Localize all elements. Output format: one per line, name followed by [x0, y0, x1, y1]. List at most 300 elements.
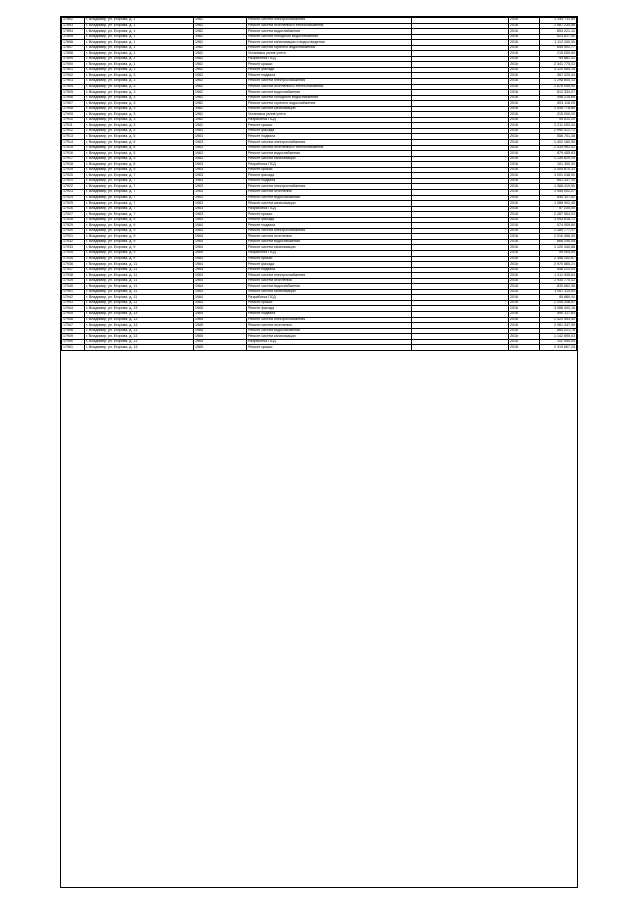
cell-amt: 1 298 600,13	[540, 79, 577, 85]
cell-addr: г. Владимир, ул. Егорова, д. 3	[85, 95, 194, 101]
cell-addr: г. Владимир, ул. Егорова, д. 1	[85, 18, 194, 24]
cell-yr2: 2016	[509, 128, 540, 134]
cell-addr: г. Владимир, ул. Егорова, д. 5	[85, 156, 194, 162]
cell-yr2: 2016	[509, 67, 540, 73]
cell-id: 17939	[62, 278, 85, 284]
cell-amt: 215 000,00	[540, 51, 577, 57]
cell-id: 17911	[62, 123, 85, 129]
cell-yr: 1963	[194, 128, 247, 134]
cell-work: Ремонт крыши	[247, 345, 412, 351]
cell-addr: г. Владимир, ул. Егорова, д. 1	[85, 62, 194, 68]
cell-yr: 1962	[194, 67, 247, 73]
cell-work: Ремонт систем отопления	[247, 278, 412, 284]
cell-amt: 99 881,31	[540, 56, 577, 62]
cell-id: 17933	[62, 245, 85, 251]
cell-id: 17901	[62, 67, 85, 73]
cell-work: Ремонт крыши	[247, 256, 412, 262]
cell-amt: 2 405 870,31	[540, 167, 577, 173]
cell-yr: 1962	[194, 73, 247, 79]
cell-yr2: 2016	[509, 51, 540, 57]
cell-work: Ремонт систем отопления	[247, 234, 412, 240]
cell-addr: г. Владимир, ул. Егорова, д. 3	[85, 112, 194, 118]
cell-work: Разработка ПСД	[247, 162, 412, 168]
cell-addr: г. Владимир, ул. Егорова, д. 1	[85, 29, 194, 35]
cell-yr2: 2016	[509, 151, 540, 157]
cell-addr: г. Владимир, ул. Егорова, д. 13	[85, 317, 194, 323]
cell-yr: 1963	[194, 167, 247, 173]
cell-yr: 1962	[194, 45, 247, 51]
cell-yr2: 2016	[509, 40, 540, 46]
document-page	[60, 16, 578, 888]
cell-id: 17929	[62, 223, 85, 229]
cell-yr2: 2016	[509, 317, 540, 323]
cell-yr: 1963	[194, 140, 247, 146]
cell-work: Разработка ПСД	[247, 117, 412, 123]
cell-amt: 3 044 618,72	[540, 217, 577, 223]
cell-yr2: 2016	[509, 295, 540, 301]
cell-work: Ремонт систем водоснабжения	[247, 195, 412, 201]
cell-addr: г. Владимир, ул. Егорова, д. 9	[85, 250, 194, 256]
cell-amt: 1 134 620,15	[540, 156, 577, 162]
cell-addr: г. Владимир, ул. Егорова, д. 11	[85, 262, 194, 268]
cell-yr2: 2016	[509, 345, 540, 351]
cell-amt: 1 112 340,00	[540, 40, 577, 46]
cell-addr: г. Владимир, ул. Егорова, д. 3	[85, 90, 194, 96]
cell-addr: г. Владимир, ул. Егорова, д. 7	[85, 206, 194, 212]
cell-id: 17949	[62, 334, 85, 340]
cell-addr: г. Владимир, ул. Егорова, д. 7	[85, 173, 194, 179]
cell-yr: 1965	[194, 306, 247, 312]
cell-yr: 1963	[194, 189, 247, 195]
cell-yr: 1963	[194, 184, 247, 190]
cell-work: Ремонт фасада	[247, 67, 412, 73]
cell-yr: 1964	[194, 217, 247, 223]
cell-addr: г. Владимир, ул. Егорова, д. 3	[85, 101, 194, 107]
cell-id: 17950	[62, 339, 85, 345]
cell-id: 17927	[62, 212, 85, 218]
cell-addr: г. Владимир, ул. Егорова, д. 9	[85, 239, 194, 245]
cell-addr: г. Владимир, ул. Егорова, д. 5	[85, 151, 194, 157]
cell-addr: г. Владимир, ул. Егорова, д. 3	[85, 123, 194, 129]
cell-id: 17948	[62, 328, 85, 334]
cell-yr: 1962	[194, 23, 247, 29]
cell-yr2: 2016	[509, 339, 540, 345]
cell-id: 17944	[62, 306, 85, 312]
cell-yr2: 2016	[509, 311, 540, 317]
cell-id: 17932	[62, 239, 85, 245]
cell-work: Ремонт систем электроснабжения	[247, 228, 412, 234]
cell-amt: 590 117,83	[540, 311, 577, 317]
cell-id: 17912	[62, 128, 85, 134]
cell-yr2: 2016	[509, 134, 540, 140]
cell-yr2: 2016	[509, 184, 540, 190]
cell-addr: г. Владимир, ул. Егорова, д. 5	[85, 162, 194, 168]
cell-work: Ремонт систем электроснабжения	[247, 140, 412, 146]
cell-work: Разработка ПСД	[247, 339, 412, 345]
cell-id: 17931	[62, 234, 85, 240]
cell-id: 17918	[62, 162, 85, 168]
cell-work: Ремонт подвала	[247, 223, 412, 229]
cell-id: 17895	[62, 34, 85, 40]
cell-yr: 1962	[194, 112, 247, 118]
cell-amt: 3 120 554,18	[540, 67, 577, 73]
cell-work: Ремонт систем канализации и водоотведения	[247, 40, 412, 46]
cell-id: 17899	[62, 56, 85, 62]
cell-addr: г. Владимир, ул. Егорова, д. 1	[85, 23, 194, 29]
cell-id: 17907	[62, 101, 85, 107]
cell-work: Ремонт систем водоснабжения	[247, 328, 412, 334]
cell-addr: г. Владимир, ул. Егорова, д. 3	[85, 106, 194, 112]
cell-amt: 601 337,14	[540, 178, 577, 184]
cell-yr: 1963	[194, 201, 247, 207]
cell-yr: 1962	[194, 40, 247, 46]
cell-work: Ремонт систем электроснабжения	[247, 317, 412, 323]
cell-amt: 866 240,05	[540, 239, 577, 245]
cell-amt: 574 909,60	[540, 223, 577, 229]
cell-id: 17892	[62, 18, 85, 24]
cell-addr: г. Владимир, ул. Егорова, д. 11	[85, 300, 194, 306]
cell-amt: 1 088 902,46	[540, 201, 577, 207]
cell-work: Ремонт фасада	[247, 262, 412, 268]
cell-id: 17922	[62, 184, 85, 190]
cell-work: Ремонт крыши	[247, 212, 412, 218]
cell-work: Ремонт систем электроснабжения	[247, 79, 412, 85]
cell-addr: г. Владимир, ул. Егорова, д. 5	[85, 140, 194, 146]
table-row	[62, 345, 577, 351]
cell-addr: г. Владимир, ул. Егорова, д. 1	[85, 51, 194, 57]
cell-yr2: 2016	[509, 217, 540, 223]
cell-amt: 94 512,20	[540, 117, 577, 123]
cell-id: 17937	[62, 267, 85, 273]
cell-amt: 2 970 885,21	[540, 262, 577, 268]
cell-amt: 556 701,38	[540, 134, 577, 140]
cell-yr: 1964	[194, 256, 247, 262]
cell-addr: г. Владимир, ул. Егорова, д. 7	[85, 184, 194, 190]
cell-yr: 1962	[194, 62, 247, 68]
cell-yr2: 2016	[509, 234, 540, 240]
cell-yr2: 2016	[509, 250, 540, 256]
cell-addr: г. Владимир, ул. Егорова, д. 13	[85, 339, 194, 345]
cell-yr2: 2016	[509, 212, 540, 218]
cell-work: Разработка ПСД	[247, 250, 412, 256]
cell-id: 17903	[62, 79, 85, 85]
cell-amt: 97 230,00	[540, 206, 577, 212]
cell-yr2: 2016	[509, 189, 540, 195]
cell-yr: 1963	[194, 206, 247, 212]
cell-yr: 1964	[194, 300, 247, 306]
cell-yr2: 2016	[509, 228, 540, 234]
cell-amt: 3 088 402,16	[540, 306, 577, 312]
cell-yr: 1964	[194, 250, 247, 256]
cell-yr: 1962	[194, 18, 247, 24]
cell-work: Установка узлов учета	[247, 112, 412, 118]
cell-amt: 884 021,76	[540, 328, 577, 334]
cell-yr2: 2016	[509, 79, 540, 85]
cell-yr2: 2016	[509, 334, 540, 340]
cell-yr: 1965	[194, 323, 247, 329]
cell-amt: 1 402 180,59	[540, 140, 577, 146]
cell-id: 17900	[62, 62, 85, 68]
cell-id: 17914	[62, 140, 85, 146]
cell-amt: 2 990 412,71	[540, 128, 577, 134]
cell-yr: 1965	[194, 334, 247, 340]
cell-id: 17943	[62, 300, 85, 306]
cell-yr2: 2016	[509, 306, 540, 312]
cell-addr: г. Владимир, ул. Егорова, д. 5	[85, 167, 194, 173]
cell-yr2: 2016	[509, 201, 540, 207]
cell-id: 17910	[62, 117, 85, 123]
cell-amt: 102 450,00	[540, 339, 577, 345]
cell-work: Ремонт систем отопления	[247, 189, 412, 195]
cell-yr: 1963	[194, 134, 247, 140]
cell-addr: г. Владимир, ул. Егорова, д. 3	[85, 79, 194, 85]
cell-work: Ремонт систем водоснабжения	[247, 90, 412, 96]
cell-id: 17923	[62, 189, 85, 195]
cell-yr: 1964	[194, 278, 247, 284]
cell-id: 17921	[62, 178, 85, 184]
cell-work: Ремонт фасада	[247, 306, 412, 312]
cell-amt: 101 300,00	[540, 162, 577, 168]
cell-amt: 1 422 553,40	[540, 317, 577, 323]
cell-work: Ремонт систем канализации	[247, 245, 412, 251]
cell-yr: 1963	[194, 178, 247, 184]
cell-addr: г. Владимир, ул. Егорова, д. 13	[85, 328, 194, 334]
cell-yr2: 2016	[509, 256, 540, 262]
cell-amt: 1 045 778,80	[540, 106, 577, 112]
cell-yr2: 2016	[509, 262, 540, 268]
cell-work: Разработка ПСД	[247, 295, 412, 301]
cell-yr2: 2016	[509, 167, 540, 173]
cell-yr: 1962	[194, 123, 247, 129]
cell-amt: 1 987 234,56	[540, 23, 577, 29]
cell-yr: 1965	[194, 328, 247, 334]
cell-amt: 1 345 711,89	[540, 18, 577, 24]
cell-work: Ремонт систем электроснабжения	[247, 273, 412, 279]
cell-work: Ремонт крыши	[247, 300, 412, 306]
cell-id: 17945	[62, 311, 85, 317]
cell-yr2: 2016	[509, 62, 540, 68]
cell-work: Ремонт систем канализации	[247, 201, 412, 207]
cell-work: Ремонт подвала	[247, 134, 412, 140]
cell-addr: г. Владимир, ул. Егорова, д. 5	[85, 145, 194, 151]
cell-id: 17946	[62, 317, 85, 323]
cell-id: 17906	[62, 95, 85, 101]
cell-yr2: 2016	[509, 23, 540, 29]
cell-work: Ремонт фасада	[247, 217, 412, 223]
cell-gap	[412, 345, 509, 351]
cell-amt: 1 389 777,17	[540, 228, 577, 234]
cell-work: Ремонт систем водоснабжения	[247, 239, 412, 245]
cell-amt: 498 215,66	[540, 95, 577, 101]
cell-yr: 1964	[194, 223, 247, 229]
cell-yr2: 2016	[509, 156, 540, 162]
cell-id: 17938	[62, 273, 85, 279]
cell-addr: г. Владимир, ул. Егорова, д. 9	[85, 223, 194, 229]
cell-work: Ремонт систем отопления	[247, 323, 412, 329]
cell-id: 17924	[62, 195, 85, 201]
cell-addr: г. Владимир, ул. Егорова, д. 7	[85, 178, 194, 184]
cell-amt: 95 880,00	[540, 295, 577, 301]
cell-addr: г. Владимир, ул. Егорова, д. 11	[85, 278, 194, 284]
cell-work: Ремонт систем водоснабжения	[247, 151, 412, 157]
cell-id: 17894	[62, 29, 85, 35]
cell-yr: 1962	[194, 101, 247, 107]
cell-addr: г. Владимир, ул. Егорова, д. 7	[85, 201, 194, 207]
cell-yr2: 2016	[509, 206, 540, 212]
cell-addr: г. Владимир, ул. Егорова, д. 3	[85, 117, 194, 123]
cell-addr: г. Владимир, ул. Егорова, д. 9	[85, 228, 194, 234]
cell-work: Ремонт систем горячего водоснабжения	[247, 101, 412, 107]
cell-work: Ремонт подвала	[247, 311, 412, 317]
cell-id: 17908	[62, 106, 85, 112]
cell-id: 17935	[62, 256, 85, 262]
cell-yr2: 2016	[509, 123, 540, 129]
cell-work: Установка узлов учета	[247, 51, 412, 57]
cell-work: Ремонт систем канализации	[247, 156, 412, 162]
cell-work: Ремонт подвала	[247, 178, 412, 184]
cell-addr: г. Владимир, ул. Егорова, д. 13	[85, 345, 194, 351]
cell-id: 17896	[62, 40, 85, 46]
cell-yr2: 2016	[509, 29, 540, 35]
cell-work: Ремонт систем электроснабжения	[247, 184, 412, 190]
cell-yr2: 2016	[509, 45, 540, 51]
cell-amt: 2 010 456,39	[540, 234, 577, 240]
cell-amt: 1 067 114,93	[540, 289, 577, 295]
cell-yr2: 2016	[509, 112, 540, 118]
cell-yr: 1962	[194, 90, 247, 96]
cell-id: 17934	[62, 250, 85, 256]
cell-yr2: 2016	[509, 34, 540, 40]
cell-yr: 1964	[194, 245, 247, 251]
cell-yr: 1964	[194, 262, 247, 268]
cell-id: 17947	[62, 323, 85, 329]
cell-id: 17928	[62, 217, 85, 223]
cell-id: 17942	[62, 295, 85, 301]
cell-amt: 603 118,25	[540, 101, 577, 107]
cell-yr2: 2016	[509, 278, 540, 284]
cell-id: 17904	[62, 84, 85, 90]
cell-yr2: 2016	[509, 140, 540, 146]
cell-id: 17930	[62, 228, 85, 234]
cell-yr2: 2016	[509, 117, 540, 123]
cell-amt: 1 142 890,03	[540, 334, 577, 340]
cell-addr: г. Владимир, ул. Егорова, д. 9	[85, 217, 194, 223]
cell-yr2: 2016	[509, 145, 540, 151]
cell-yr: 1964	[194, 267, 247, 273]
cell-yr: 1964	[194, 284, 247, 290]
cell-work: Ремонт систем отопления и теплоснабжения	[247, 84, 412, 90]
cell-amt: 1 366 419,50	[540, 184, 577, 190]
cell-amt: 645 902,77	[540, 45, 577, 51]
cell-yr: 1965	[194, 317, 247, 323]
cell-yr: 1964	[194, 234, 247, 240]
cell-amt: 1 955 002,27	[540, 189, 577, 195]
cell-amt: 3 001 248,90	[540, 173, 577, 179]
cell-yr2: 2016	[509, 267, 540, 273]
cell-id: 17936	[62, 262, 85, 268]
cell-work: Ремонт систем отопления и теплоснабжения	[247, 23, 412, 29]
cell-yr: 1962	[194, 117, 247, 123]
cell-yr: 1962	[194, 56, 247, 62]
cell-work: Ремонт систем отопления и теплоснабжения	[247, 145, 412, 151]
cell-id: 17902	[62, 73, 85, 79]
cell-yr2: 2016	[509, 162, 540, 168]
cell-yr: 1963	[194, 156, 247, 162]
cell-addr: г. Владимир, ул. Егорова, д. 11	[85, 284, 194, 290]
cell-work: Разработка ПСД	[247, 206, 412, 212]
cell-yr: 1962	[194, 79, 247, 85]
cell-id: 17951	[62, 345, 85, 351]
cell-amt: 2 341 770,02	[540, 62, 577, 68]
cell-amt: 1 120 340,88	[540, 245, 577, 251]
cell-addr: г. Владимир, ул. Егорова, д. 5	[85, 134, 194, 140]
cell-id: 17941	[62, 289, 85, 295]
cell-yr2: 2016	[509, 284, 540, 290]
cell-yr: 1964	[194, 228, 247, 234]
cell-yr: 1962	[194, 51, 247, 57]
cell-amt: 840 117,62	[540, 195, 577, 201]
cell-amt: 1 876 045,90	[540, 84, 577, 90]
cell-work: Разработка ПСД	[247, 56, 412, 62]
cell-yr2: 2016	[509, 106, 540, 112]
cell-addr: г. Владимир, ул. Егорова, д. 1	[85, 34, 194, 40]
cell-yr: 1963	[194, 212, 247, 218]
cell-work: Ремонт систем водоснабжения	[247, 284, 412, 290]
cell-addr: г. Владимир, ул. Егорова, д. 11	[85, 273, 194, 279]
cell-amt: 2 061 347,95	[540, 323, 577, 329]
cell-addr: г. Владимир, ул. Егорова, д. 13	[85, 306, 194, 312]
cell-amt: 2 211 093,44	[540, 123, 577, 129]
cell-addr: г. Владимир, ул. Егорова, д. 7	[85, 189, 194, 195]
cell-yr2: 2016	[509, 18, 540, 24]
cell-id: 17915	[62, 145, 85, 151]
cell-amt: 215 000,00	[540, 112, 577, 118]
cell-amt: 523 817,40	[540, 34, 577, 40]
cell-addr: г. Владимир, ул. Егорова, д. 7	[85, 212, 194, 218]
cell-work: Ремонт систем холодного водоснабжения	[247, 34, 412, 40]
cell-amt: 587 320,44	[540, 73, 577, 79]
cell-yr: 1963	[194, 145, 247, 151]
cell-id: 17917	[62, 156, 85, 162]
cell-yr: 1962	[194, 29, 247, 35]
cell-yr: 1963	[194, 151, 247, 157]
cell-work: Ремонт подвала	[247, 267, 412, 273]
cell-amt: 99 004,00	[540, 250, 577, 256]
cell-addr: г. Владимир, ул. Егорова, д. 9	[85, 245, 194, 251]
cell-amt: 854 221,12	[540, 29, 577, 35]
cell-addr: г. Владимир, ул. Егорова, д. 1	[85, 67, 194, 73]
cell-amt: 548 223,09	[540, 267, 577, 273]
cell-addr: г. Владимир, ул. Егорова, д. 3	[85, 73, 194, 79]
cell-work: Ремонт систем канализации	[247, 334, 412, 340]
cell-yr2: 2016	[509, 90, 540, 96]
cell-id: 17916	[62, 151, 85, 157]
cell-id: 17913	[62, 134, 85, 140]
cell-id: 17940	[62, 284, 85, 290]
cell-id: 17905	[62, 90, 85, 96]
cell-addr: г. Владимир, ул. Егорова, д. 13	[85, 323, 194, 329]
cell-id: 17926	[62, 206, 85, 212]
cell-yr2: 2016	[509, 223, 540, 229]
cell-amt: 2 356 102,67	[540, 256, 577, 262]
cell-yr2: 2016	[509, 84, 540, 90]
cell-yr2: 2016	[509, 73, 540, 79]
cell-addr: г. Владимир, ул. Егорова, д. 3	[85, 84, 194, 90]
cell-addr: г. Владимир, ул. Егорова, д. 9	[85, 256, 194, 262]
cell-amt: 1 934 770,12	[540, 278, 577, 284]
cell-id: 17898	[62, 51, 85, 57]
cell-addr: г. Владимир, ул. Егорова, д. 7	[85, 195, 194, 201]
